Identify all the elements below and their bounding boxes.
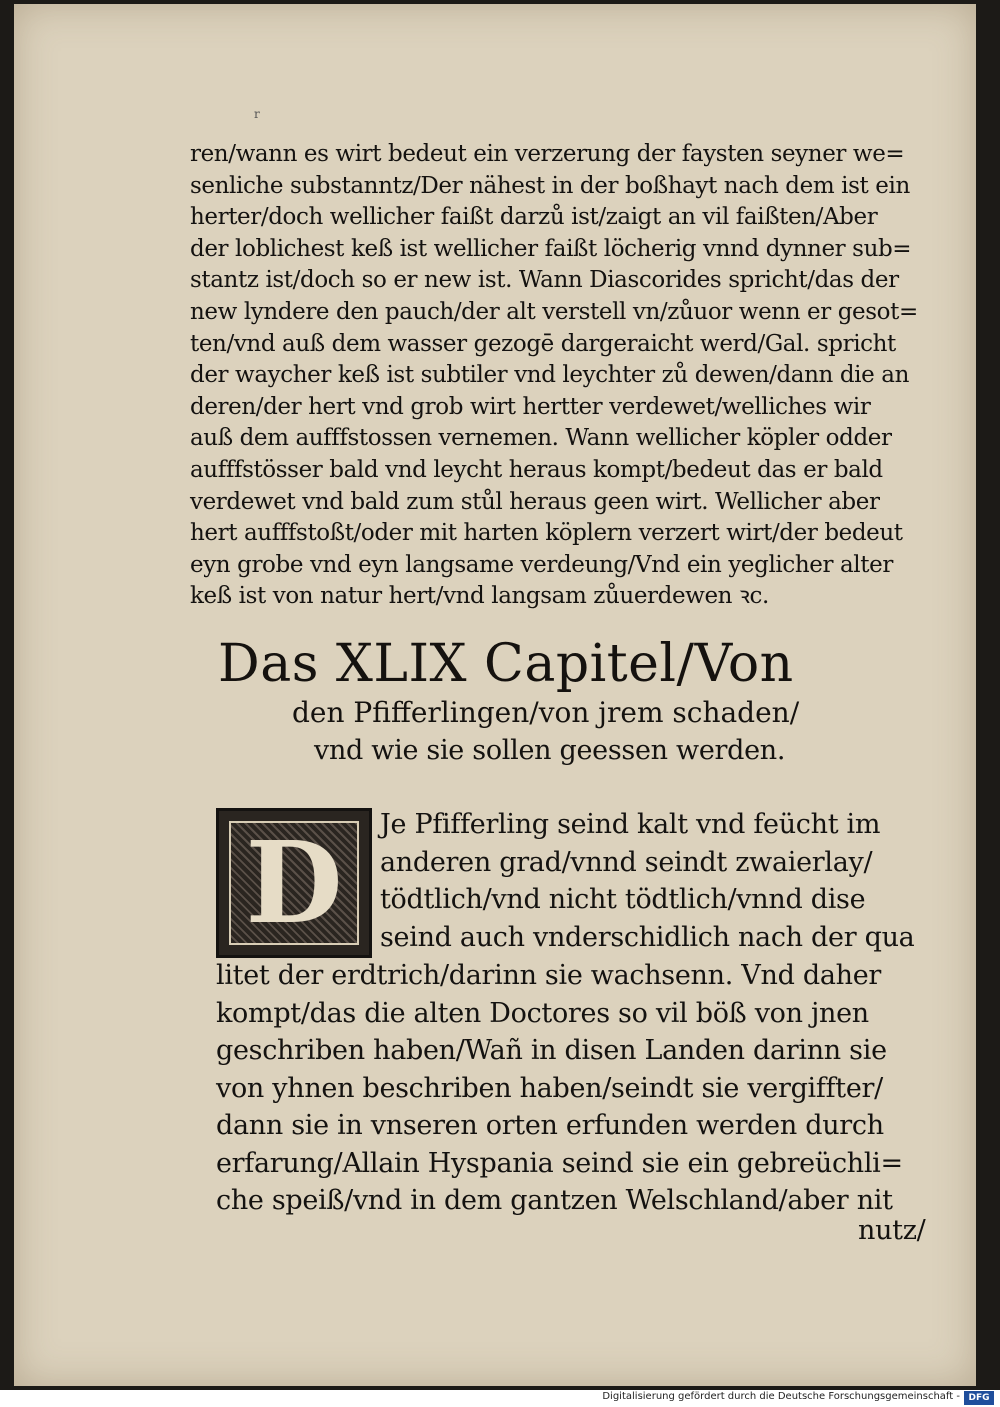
- text-line: auß dem aufffstossen vernemen. Wann wellicher köpler odder: [190, 425, 892, 452]
- text-line: new lyndere den pauch/der alt verstell vn/zůuor wenn er gesot=: [190, 298, 918, 325]
- text-line: hert aufffstoßt/oder mit harten köplern verzert wirt/der bedeut: [190, 520, 903, 547]
- paragraph-2-indented: [380, 806, 930, 956]
- text-line: erfarung/Allain Hyspania seind sie ein gebreüchli=: [216, 1147, 903, 1179]
- chapter-subtitle-line: vnd wie sie sollen geessen werden.: [314, 735, 786, 766]
- paragraph-2: [216, 957, 932, 1220]
- decorated-initial: [216, 808, 372, 958]
- text-line: ten/vnd auß dem wasser gezogē dargeraicht werd/Gal. spricht: [190, 330, 896, 357]
- text-line: Je Pfifferling seind kalt vnd feücht im: [380, 809, 881, 840]
- text-line: seind auch vnderschidlich nach der qua: [380, 921, 915, 953]
- chapter-title: Das XLIX Capitel/Von: [218, 634, 794, 694]
- text-line: ren/wann es wirt bedeut ein verzerung der faysten seyner we=: [190, 141, 905, 167]
- dfg-credit: Digitalisierung gefördert durch die Deutsche Forschungsgemeinschaft -: [602, 1391, 960, 1402]
- text-line: kompt/das die alten Doctores so vil böß von jnen: [216, 997, 869, 1029]
- text-line: eyn grobe vnd eyn langsame verdeung/Vnd ein yeglicher alter: [190, 551, 893, 578]
- text-line: tödtlich/vnd nicht tödtlich/vnnd dise: [380, 884, 866, 915]
- text-line: keß ist von natur hert/vnd langsam zůuerdewen ꝛc.: [190, 583, 769, 610]
- initial-letter: D: [245, 818, 343, 949]
- chapter-subtitle-line: den Pfifferlingen/von jrem schaden/: [292, 696, 800, 729]
- text-line: geschriben haben/Wañ in disen Landen darinn sie: [216, 1035, 887, 1066]
- dfg-logo: DFG: [964, 1391, 994, 1405]
- text-line: litet der erdtrich/darinn sie wachsenn. Vnd daher: [216, 960, 881, 991]
- page-mark: r: [254, 107, 260, 121]
- text-line: stantz ist/doch so er new ist. Wann Diascorides spricht/das der: [190, 267, 899, 294]
- paragraph-1: [190, 139, 920, 613]
- text-line: der waycher keß ist subtiler vnd leychter zů dewen/dann die an: [190, 362, 909, 389]
- text-line: dann sie in vnseren orten erfunden werden durch: [216, 1110, 884, 1141]
- text-line: der loblichest keß ist wellicher faißt löcherig vnnd dynner sub=: [190, 235, 912, 262]
- text-line: aufffstösser bald vnd leycht heraus kompt/bedeut das er bald: [190, 456, 883, 483]
- text-line: anderen grad/vnnd seindt zwaierlay/: [380, 846, 873, 878]
- text-line: deren/der hert vnd grob wirt hertter verdewet/welliches wir: [190, 393, 871, 420]
- text-line: che speiß/vnd in dem gantzen Welschland/aber nit: [216, 1185, 893, 1216]
- text-line: von yhnen beschriben haben/seindt sie vergiffter/: [216, 1072, 883, 1104]
- chapter-heading: [218, 634, 918, 770]
- text-line: senliche substanntz/Der nähest in der boßhayt nach dem ist ein: [190, 172, 910, 199]
- catchword: nutz/: [858, 1215, 926, 1246]
- text-line: verdewet vnd bald zum stůl heraus geen wirt. Wellicher aber: [190, 488, 880, 515]
- text-line: herter/doch wellicher faißt darzů ist/zaigt an vil faißten/Aber: [190, 204, 878, 231]
